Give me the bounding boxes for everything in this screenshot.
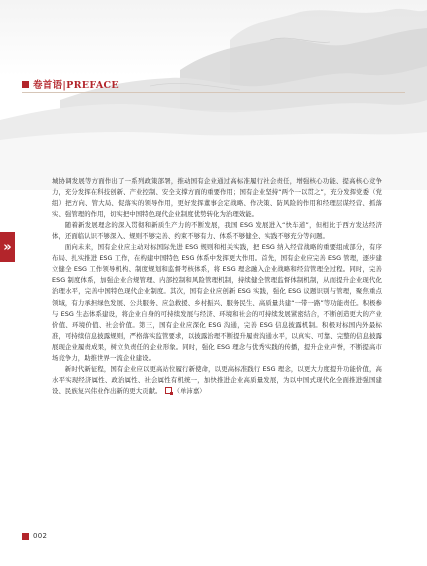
paragraph-3: 面向未来，国有企业应主动对标国际先进 ESG 规则和相关实践，把 ESG 纳入经营战略的重要组成部分，有序布局、扎实推进 ESG 工作，在构建中国特色 ESG 体系中发挥更大作用。首先，国有企业应完善 ESG 管理，逐步建立健全 ESG 工作领导机构、制度规划和监督考核体系，将 ESG 理念融入企业战略和经营管理全过程。同时，完善 ESG 制度体系，加强企业合规管理、内部控制和风险管理机制，持续健全管理监督体制机制，从而提升企业现代化治理水平，完善中国特色现代企业制度。其次，国有企业应创新 ESG 实践，强化 ESG 议题识别与管理，聚焦重点领域，有力承担绿色发展、公共服务、应急救援、乡村振兴、服务民生、高质量共建“一带一路”等功能责任。积极参与 ESG 生态体系建设，将企业自身的可持续发展与经济、环境和社会的可持续发展紧密结合，不断创造更大的产业价值、环境价值、社会价值。第三，国有企业应深化 ESG 沟通，完善 ESG 信息披露机制。积极对标国内外最标准，可持续信息披露规则，严格落实监管要求，以披露治理不断提升履责沟通水平，以真实、可靠、完整的信息披露展现企业履责成果，树立负责任的企业形象。同时，强化 ESG 理念与优秀实践的传播，提升企业声誉，不断提高市场竞争力，助推世界一流企业建设。 bbox=[52, 243, 382, 362]
side-marker-glyph: » bbox=[3, 239, 12, 255]
red-square-marker bbox=[22, 533, 29, 540]
paragraph-4 bbox=[52, 364, 382, 397]
paragraph-4-text: 新时代新征程，国有企业应以更高站位履行新使命，以更高标准践行 ESG 理念，以更大力度提升功能价值，高水平实现经济属性、政治属性、社会属性有机统一，加快推进企业高质量发展，为以中国式现代化全面推进强国建设、民族复兴伟业作出新的更大贡献。 bbox=[52, 364, 382, 395]
chevron-right-icon bbox=[0, 232, 15, 262]
author-signature: （单沛嘉） bbox=[173, 386, 206, 395]
paragraph-1: 城协调发展等方面作出了一系列政策部署，推动国有企业通过高标准履行社会责任，增强核心功能、提高核心竞争力，充分发挥在科技创新、产业控制、安全支撑方面的重要作用；国有企业坚持“两个一以贯之”，充分发挥党委（党组）把方向、管大局、促落实的领导作用，更好发挥董事会定战略、作决策、防风险的作用和经理层谋经营、抓落实、强管理的作用，切实把中国特色现代企业制度优势转化为治理效能。 bbox=[52, 177, 382, 219]
section-header bbox=[22, 77, 119, 91]
paragraph-2: 随着新发展理念的深入贯彻和新质生产力的不断发展，我国 ESG 发展进入“快车道”，但相比于西方发达经济体，还面临认识不够深入、规则不够完善、约束不够有力、体系不够健全、实践不够充分等问题。 bbox=[52, 221, 382, 241]
page-number: 002 bbox=[33, 532, 48, 540]
page-footer bbox=[22, 532, 47, 540]
section-title: 卷首语|PREFACE bbox=[33, 80, 119, 91]
red-square-marker bbox=[22, 81, 29, 88]
mountain-landscape-image bbox=[0, 0, 427, 190]
header-divider bbox=[22, 92, 405, 93]
end-mark-icon bbox=[165, 387, 172, 394]
landscape-header-illustration bbox=[0, 0, 427, 190]
article-body bbox=[52, 176, 382, 397]
